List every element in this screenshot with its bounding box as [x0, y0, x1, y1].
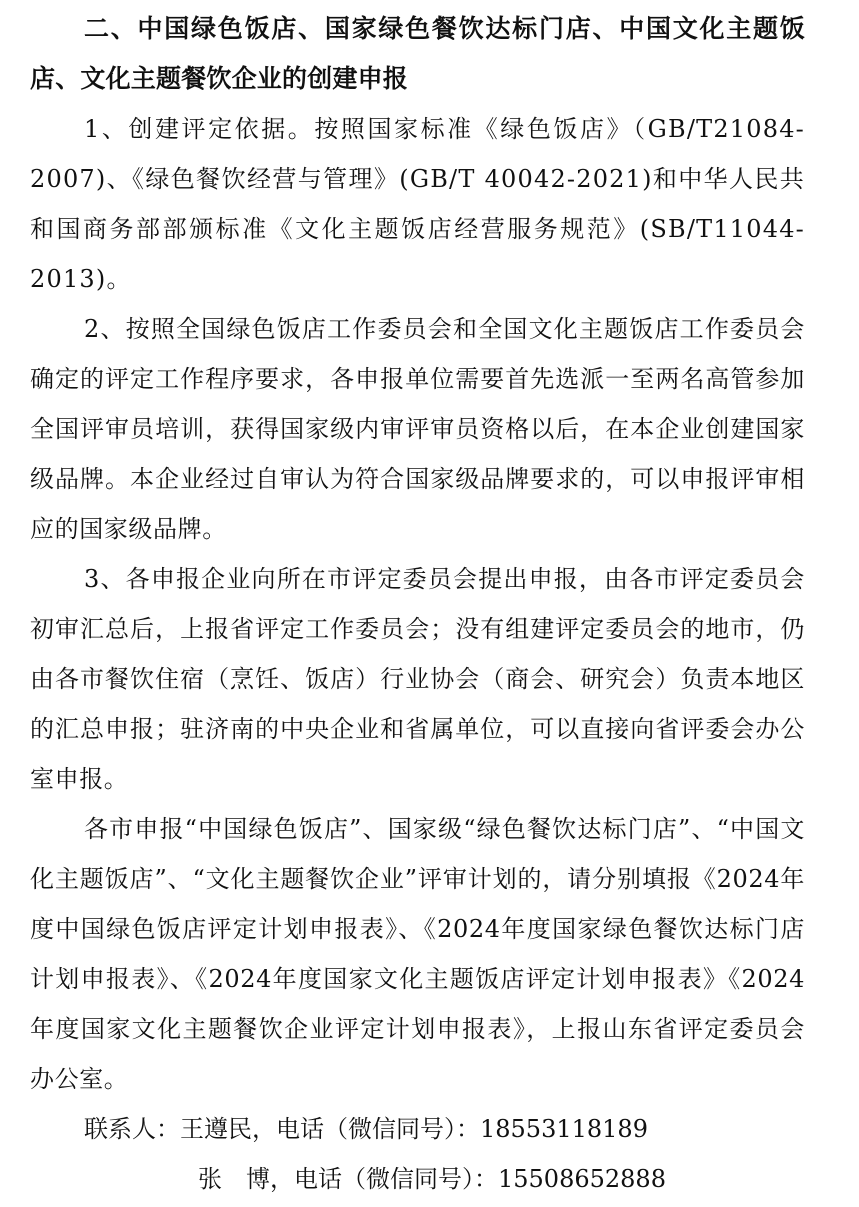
paragraph-procedure: 2、按照全国绿色饭店工作委员会和全国文化主题饭店工作委员会确定的评定工作程序要求，各申报单位需要首先选派一至两名高管参加全国评审员培训，获得国家级内审评审员资格以后，在本企业创建国家级品牌。本企业经过自审认为符合国家级品牌要求的，可以申报评审相应的国家级品牌。 [30, 315, 805, 543]
contact-line-2: 张 博，电话（微信同号）：15508652888 [198, 1165, 666, 1193]
section-heading: 二、中国绿色饭店、国家绿色餐饮达标门店、中国文化主题饭店、文化主题餐饮企业的创建申报 [30, 14, 805, 93]
document-page [30, 0, 805, 1204]
paragraph-forms: 各市申报“中国绿色饭店”、国家级“绿色餐饮达标门店”、“中国文化主题饭店”、“文化主题餐饮企业”评审计划的，请分别填报《2024年度中国绿色饭店评定计划申报表》、《2024年度国家绿色餐饮达标门店计划申报表》、《2024年度国家文化主题饭店评定计划申报表》《2024年度国家文化主题餐饮企业评定计划申报表》，上报山东省评定委员会办公室。 [30, 815, 805, 1093]
paragraph-basis: 1、创建评定依据。按照国家标准《绿色饭店》（GB/T21084-2007)、《绿色餐饮经营与管理》(GB/T 40042-2021)和中华人民共和国商务部部颁标准《文化主题饭店经营服务规范》(SB/T11044-2013)。 [30, 115, 805, 293]
contact-line-1: 联系人：王遵民，电话（微信同号）：18553118189 [84, 1115, 648, 1143]
paragraph-submission: 3、各申报企业向所在市评定委员会提出申报，由各市评定委员会初审汇总后，上报省评定工作委员会；没有组建评定委员会的地市，仍由各市餐饮住宿（烹饪、饭店）行业协会（商会、研究会）负责本地区的汇总申报；驻济南的中央企业和省属单位，可以直接向省评委会办公室申报。 [30, 565, 805, 793]
